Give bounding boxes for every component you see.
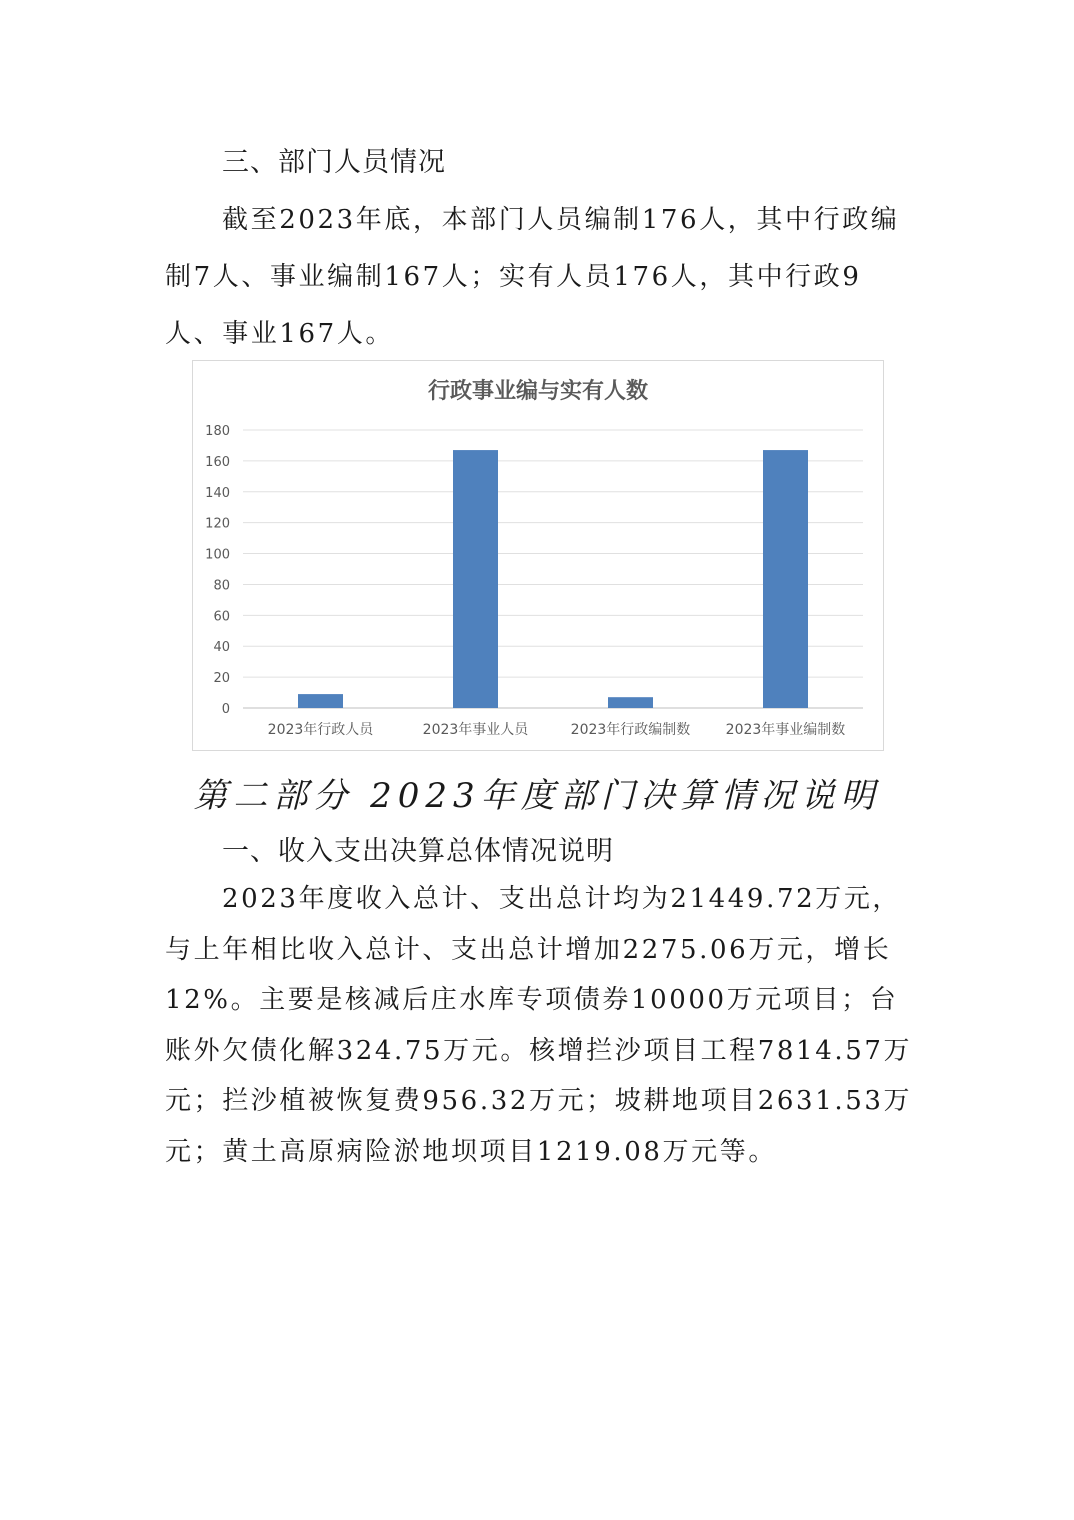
y-tick-label: 40 [213,640,230,656]
x-category-label: 2023年事业编制数 [725,722,846,738]
x-category-label: 2023年行政编制数 [570,722,691,738]
chart-bars [298,450,808,708]
income-paragraph: 2023年度收入总计、支出总计均为21449.72万元，与上年相比收入总计、支出总计增加2275.06万元，增长12%。主要是核减后庄水库专项债券10000万元项目；台账外欠债化解324.75万元。核增拦沙项目工程7814.57万元；拦沙植被恢复费956.32万元；坡耕地项目2631.53万元；黄土高原病险淤地坝项目1219.08万元等。 [165,884,913,1167]
chart-title: 行政事业编与实有人数 [427,379,649,404]
bar [608,697,653,708]
staffing-bar-chart [192,360,884,751]
part-two-title: 第二部分 2023年度部门决算情况说明 [193,776,881,816]
y-tick-label: 80 [213,578,230,594]
bar [453,450,498,708]
chart-canvas [193,361,883,750]
y-tick-label: 180 [205,424,230,439]
y-tick-label: 120 [205,516,230,532]
y-tick-label: 100 [205,547,230,563]
section-heading-income: 一、收入支出决算总体情况说明 [222,836,614,867]
y-tick-label: 140 [205,485,230,501]
bar [298,694,343,708]
y-tick-label: 60 [213,609,230,625]
x-category-label: 2023年事业人员 [422,722,529,738]
x-category-label: 2023年行政人员 [267,722,374,738]
section-heading-staff: 三、部门人员情况 [222,147,446,178]
bar [763,450,808,708]
y-axis-ticks [205,424,230,717]
y-tick-label: 160 [205,454,230,470]
staff-paragraph: 截至2023年底，本部门人员编制176人，其中行政编制7人、事业编制167人；实有人员176人，其中行政9人、事业167人。 [165,205,900,349]
y-tick-label: 0 [221,702,230,717]
x-axis-categories [268,721,846,738]
y-tick-label: 20 [213,671,230,687]
